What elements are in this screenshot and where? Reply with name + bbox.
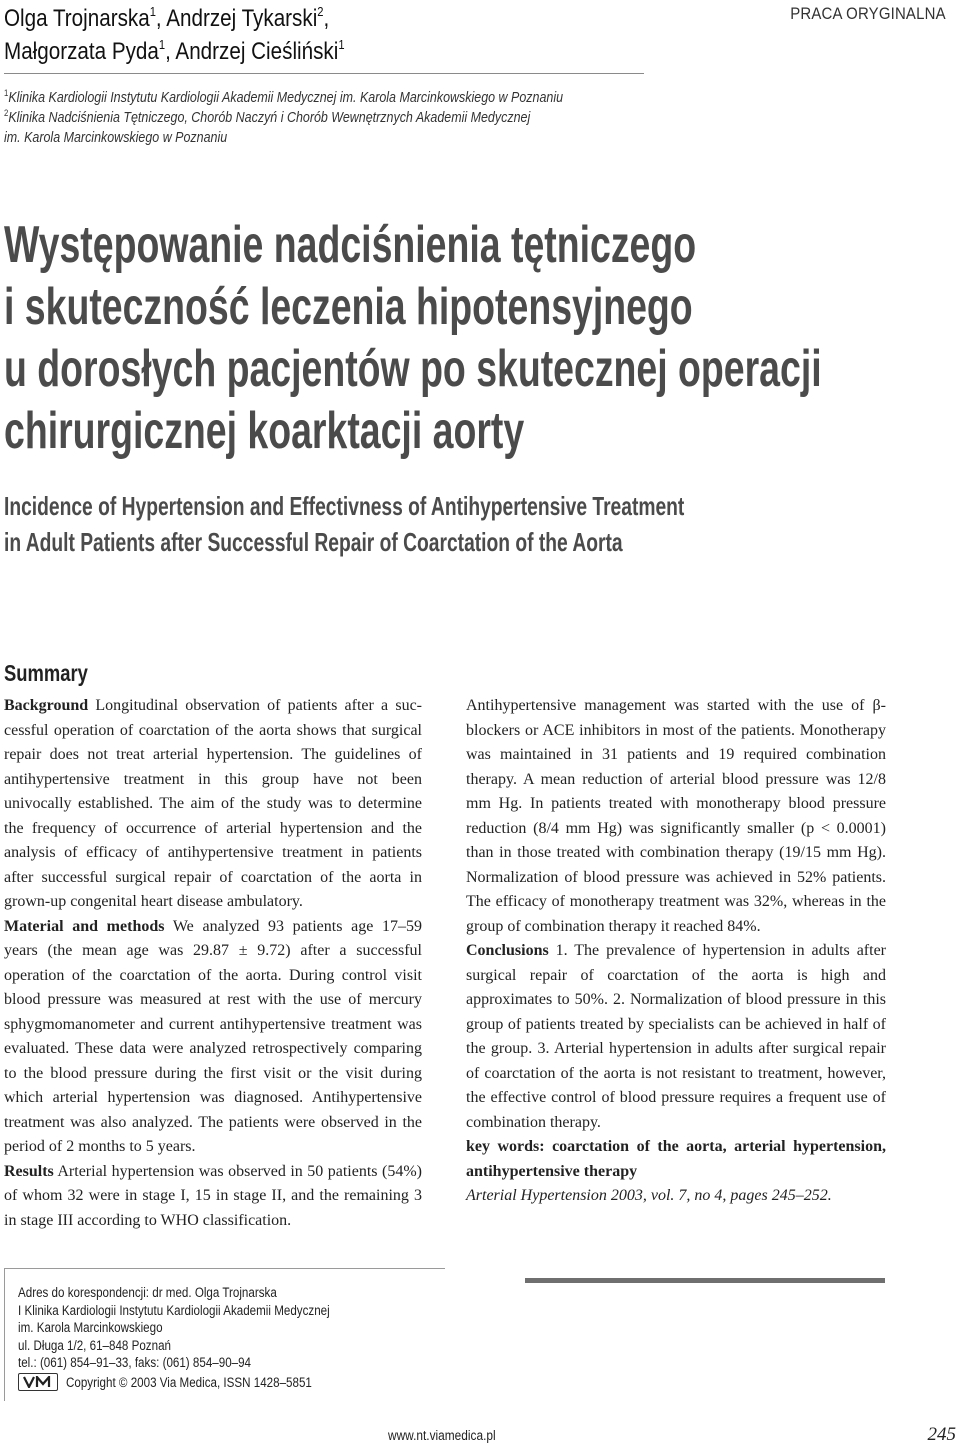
keywords — [466, 1135, 886, 1184]
summary-column-right — [466, 694, 886, 1209]
footer-url[interactable]: www.nt.viamedica.pl — [388, 1428, 496, 1443]
methods-text: We analyzed 93 patients age 17–59 years (the mean age was 29.87 ± 9.72) after a successful operation of the coarctation of the aorta. During control visit blood pressure was measured at rest with the use of mercury sphygmomanometer and current antihypertensive treatment was evaluated. These data were analyzed retrospectively comparing to the blood pressure during the first visit or the visit during which arterial hypertension was diagnosed. Antihypertensive treatment was also analyzed. The patients were observed in the period of 2 months to 5 years. — [4, 917, 422, 1155]
author-affiliation-sup: 1 — [149, 4, 156, 19]
correspondence-line: I Klinika Kardiologii Instytutu Kardiologii Akademii Medycznej — [18, 1302, 330, 1318]
affiliation-2-continued: im. Karola Marcinkowskiego w Poznaniu — [4, 130, 228, 146]
results-paragraph — [4, 1160, 422, 1234]
correspondence-address — [18, 1284, 330, 1372]
author-separator: , — [165, 38, 176, 65]
summary-column-left — [4, 694, 422, 1233]
conclusions-label: Conclusions — [466, 942, 549, 959]
title-line: Incidence of Hypertension and Effectivness of Antihypertensive Treatment — [4, 491, 685, 521]
background-label: Background — [4, 697, 89, 714]
correspondence-line: tel.: (061) 854–91–33, faks: (061) 854–90–94 — [18, 1355, 252, 1370]
author-name: Małgorzata Pyda — [4, 38, 159, 65]
keywords-text: key words: coarctation of the aorta, arterial hypertension, antihypertensive therapy — [466, 1138, 886, 1180]
affiliation-text: Klinika Kardiologii Instytutu Kardiologii Akademii Medycznej im. Karola Marcinkowskiego w Poznaniu — [8, 90, 564, 106]
correspondence-line: im. Karola Marcinkowskiego — [18, 1320, 163, 1335]
methods-label: Material and methods — [4, 917, 165, 935]
title-line: u dorosłych pacjentów po skutecznej operacji — [4, 340, 822, 398]
section-label: PRACA ORYGINALNA — [790, 4, 946, 23]
copyright-row — [18, 1373, 352, 1391]
title-line: in Adult Patients after Successful Repair of Coarctation of the Aorta — [4, 527, 623, 557]
affiliations — [4, 88, 563, 148]
header-divider — [4, 73, 644, 74]
methods-paragraph — [4, 915, 422, 1160]
title-english — [4, 488, 684, 560]
author-separator: , — [323, 5, 330, 32]
results-text: Arterial hypertension was observed in 50 patients (54%) of whom 32 were in stage I, 15 in stage II, and the remaining 3 in stage III according to WHO classification. — [4, 1162, 422, 1229]
author-separator: , — [155, 5, 167, 32]
affiliation-2 — [4, 108, 563, 128]
authors — [4, 2, 345, 68]
authors-line-2 — [4, 35, 345, 68]
citation — [466, 1184, 886, 1209]
title-polish — [4, 214, 822, 462]
affiliation-1 — [4, 88, 563, 108]
title-line: Występowanie nadciśnienia tętniczego — [4, 216, 697, 274]
summary-heading: Summary — [4, 660, 88, 686]
page-number: 245 — [927, 1424, 956, 1445]
author-name: Olga Trojnarska — [4, 5, 150, 32]
citation-text: Arterial Hypertension 2003, vol. 7, no 4, pages 245–252. — [466, 1187, 832, 1204]
affiliation-sup: 2 — [4, 108, 9, 118]
correspondence-line: Adres do korespondencji: dr med. Olga Trojnarska — [18, 1285, 277, 1300]
author-affiliation-sup: 2 — [317, 4, 324, 19]
author-affiliation-sup: 1 — [338, 37, 345, 52]
affiliation-sup: 1 — [4, 88, 9, 98]
background-paragraph — [4, 694, 422, 915]
copyright-text: Copyright © 2003 Via Medica, ISSN 1428–5851 — [66, 1374, 312, 1390]
correspondence-line: ul. Długa 1/2, 61–848 Poznań — [18, 1337, 171, 1353]
affiliation-text: Klinika Nadciśnienia Tętniczego, Chorób Naczyń i Chorób Wewnętrznych Akademii Medycznej — [8, 110, 531, 126]
results-label: Results — [4, 1162, 54, 1180]
authors-line-1 — [4, 2, 345, 35]
conclusions-text: 1. The prevalence of hypertension in adults after surgical repair of coarctation of the aorta is high and approximates to 50%. 2. Normalization of blood pressure in this group of patients treated by specialists can be achieved in half of the group. 3. Arterial hypertension in adults after surgical repair of coarctation of the aorta is not resistant to treatment, however, the effective control of blood pressure requires a frequent use of combination therapy. — [466, 942, 886, 1131]
title-line: chirurgicznej koarktacji aorty — [4, 402, 525, 460]
author-affiliation-sup: 1 — [158, 37, 166, 52]
via-medica-logo-icon — [18, 1373, 58, 1391]
conclusions-paragraph — [466, 939, 886, 1135]
author-name: Andrzej Tykarski — [166, 5, 318, 32]
author-name: Andrzej Cieśliński — [175, 38, 339, 65]
background-text: Longitudinal observation of patients after a successful operation of coarctation of the aorta shows that surgical repair does not treat arterial hypertension. The guidelines of antihypertensive treatment in this group have not been univocally established. The aim of the study was to determine the frequency of occurrence of arterial hypertension and the analysis of efficacy of antihypertensive treatment in patients after successful surgical repair of coarctation of the aorta in grown-up congenital heart disease ambulatory. — [4, 697, 422, 910]
title-line: i skuteczność leczenia hipotensyjnego — [4, 278, 693, 336]
decorative-bar — [525, 1278, 885, 1283]
results-continued-paragraph: Antihypertensive management was started with the use of β-blockers or ACE inhibitors in most of the patients. Monotherapy was maintained in 31 patients and 19 required combination therapy. A mean reduction of arterial blood pressure was 12/8 mm Hg. In patients treated with monotherapy blood pressure reduction (8/4 mm Hg) was significantly smaller (p < 0.0001) than in those treated with combination therapy (19/15 mm Hg). Normalization of blood pressure was achieved in 52% patients. The efficacy of monotherapy treatment was 32%, whereas in the group of combination therapy it reached 84%. — [466, 697, 886, 935]
